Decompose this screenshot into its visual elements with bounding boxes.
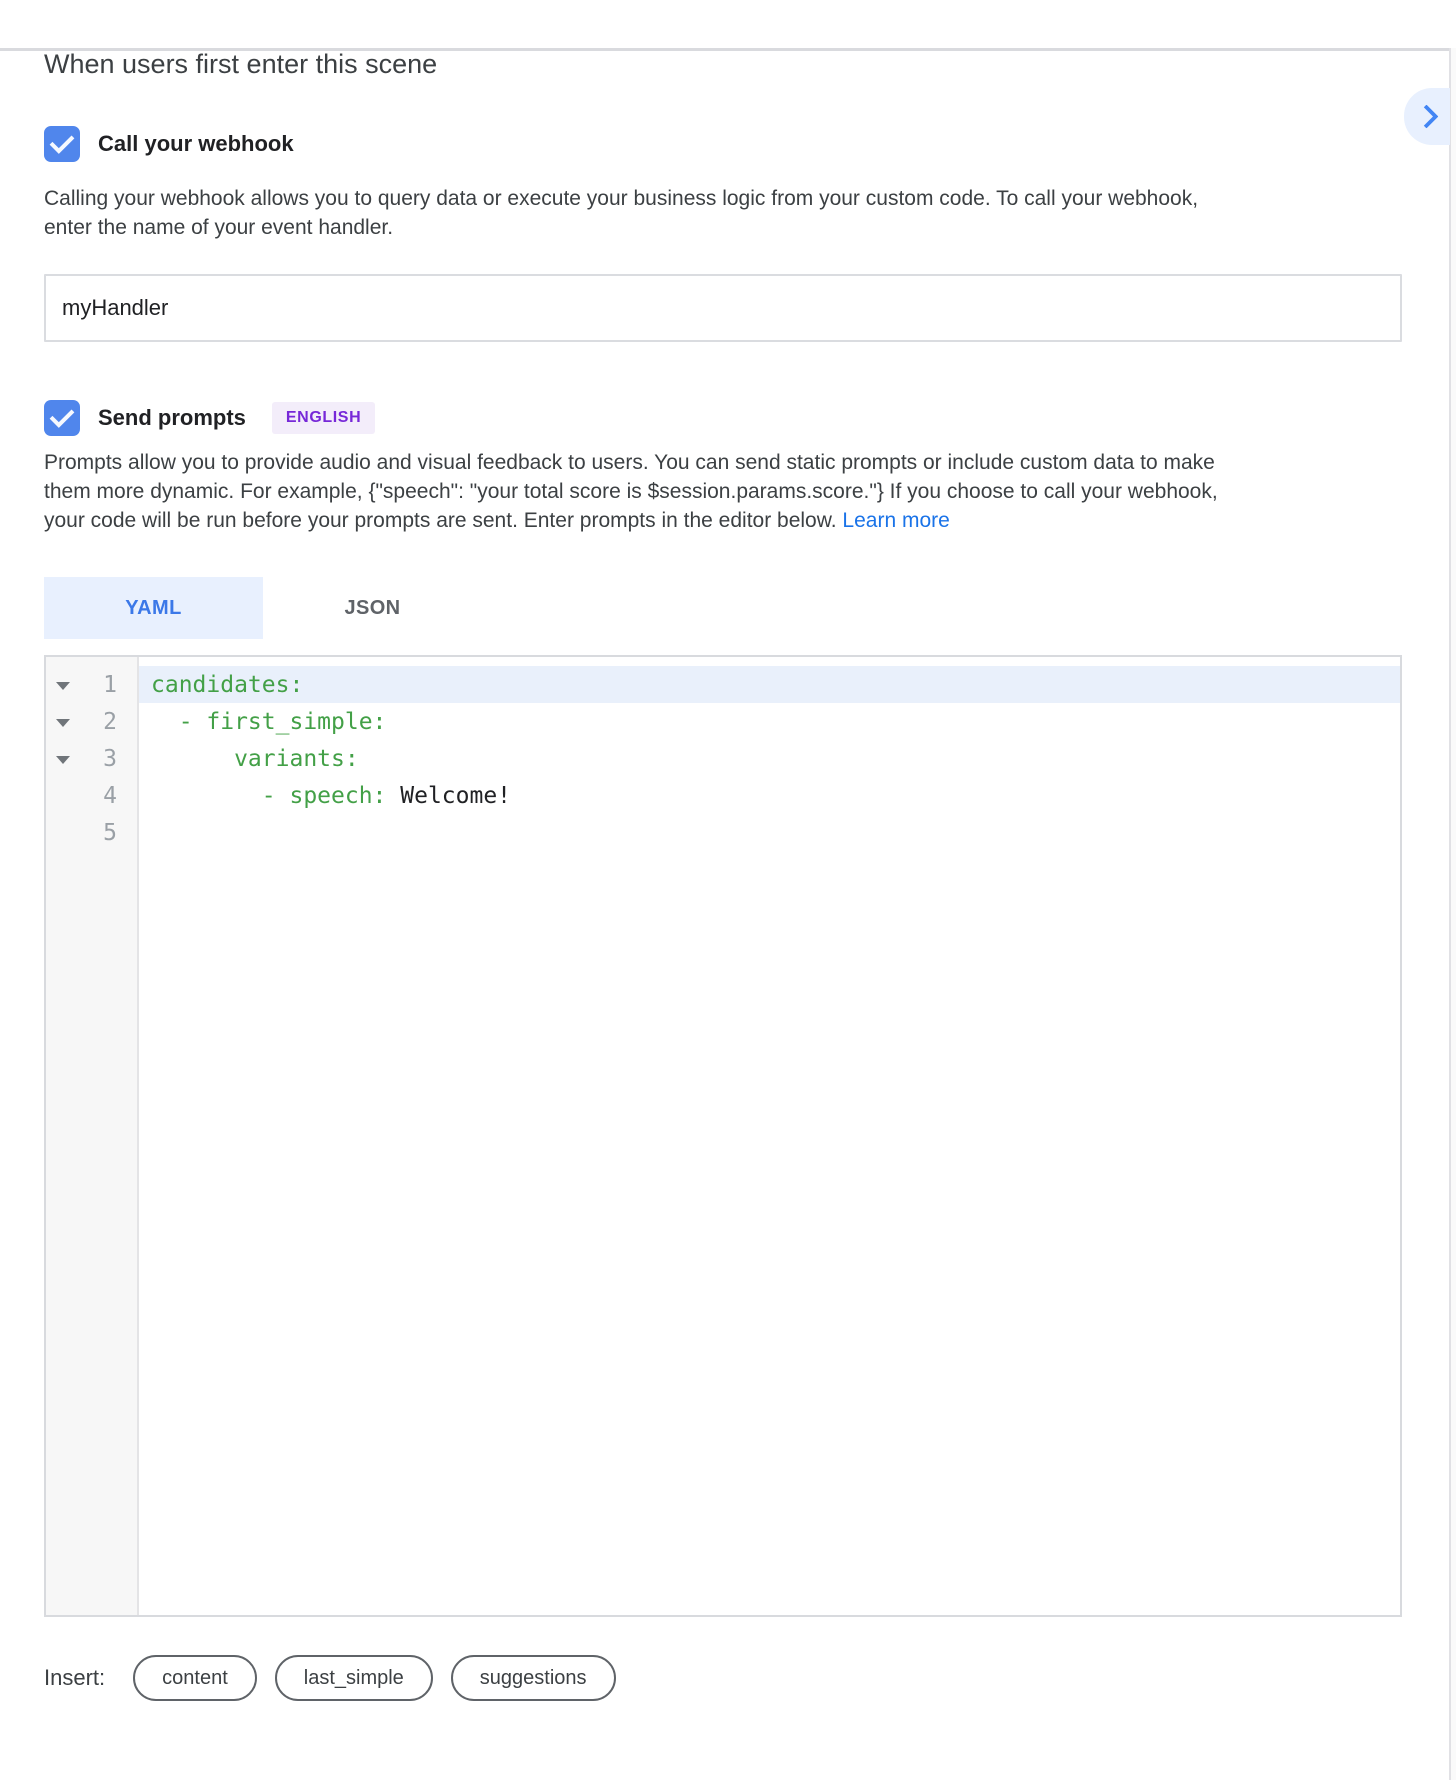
insert-suggestions-button[interactable]: suggestions xyxy=(451,1655,616,1701)
gutter-cell xyxy=(46,703,139,740)
line-number: 3 xyxy=(103,745,117,772)
insert-content-button[interactable]: content xyxy=(133,1655,257,1701)
code-line[interactable] xyxy=(139,777,1400,814)
editor-line-1 xyxy=(46,666,1400,703)
webhook-description xyxy=(44,184,1402,242)
page-title: When users first enter this scene xyxy=(44,49,438,79)
send-prompts-row xyxy=(44,400,1402,436)
editor-line-5 xyxy=(46,814,1400,851)
send-prompts-label: Send prompts xyxy=(98,405,246,430)
editor-format-tabs xyxy=(44,577,1402,639)
line-number: 4 xyxy=(103,782,117,809)
code-line[interactable] xyxy=(139,703,1400,740)
tab-yaml[interactable]: YAML xyxy=(44,577,263,639)
fold-toggle-icon[interactable] xyxy=(56,682,70,690)
editor-line-3 xyxy=(46,740,1400,777)
prompts-description xyxy=(44,448,1402,535)
gutter-cell xyxy=(46,814,139,851)
line-number: 1 xyxy=(103,671,117,698)
gutter-cell xyxy=(46,740,139,777)
fold-toggle-icon[interactable] xyxy=(56,756,70,764)
prompts-description-line xyxy=(44,506,1402,535)
editor-line-2 xyxy=(46,703,1400,740)
prompts-description-text: your code will be run before your prompts are sent. Enter prompts in the editor below. xyxy=(44,509,837,532)
code-line[interactable] xyxy=(139,666,1400,703)
fold-toggle-icon[interactable] xyxy=(56,719,70,727)
learn-more-link[interactable]: Learn more xyxy=(842,509,950,532)
webhook-description-line: Calling your webhook allows you to query data or execute your business logic from your custom code. To call your webhook, xyxy=(44,187,1199,210)
webhook-description-line: enter the name of your event handler. xyxy=(44,216,394,239)
tab-json[interactable]: JSON xyxy=(263,577,482,639)
editor-line-4 xyxy=(46,777,1400,814)
check-icon xyxy=(50,129,75,154)
editor-content[interactable] xyxy=(46,657,1400,851)
insert-last-simple-button[interactable]: last_simple xyxy=(275,1655,433,1701)
language-badge: ENGLISH xyxy=(272,402,375,434)
line-number: 2 xyxy=(103,708,117,735)
code-line[interactable] xyxy=(139,740,1400,777)
token-key: variants: xyxy=(151,745,359,772)
check-icon xyxy=(50,403,75,428)
call-webhook-label: Call your webhook xyxy=(98,131,294,156)
insert-bar xyxy=(44,1655,1402,1701)
token-key: - speech: xyxy=(151,782,387,809)
insert-label: Insert: xyxy=(44,1665,106,1690)
gutter-cell xyxy=(46,666,139,703)
send-prompts-checkbox[interactable] xyxy=(44,400,80,436)
insert-buttons xyxy=(133,1655,633,1701)
line-number: 5 xyxy=(103,819,117,846)
gutter-cell xyxy=(46,777,139,814)
scene-entry-panel xyxy=(0,48,1456,1701)
code-editor xyxy=(44,655,1402,1617)
prompts-description-line: Prompts allow you to provide audio and visual feedback to users. You can send static prompts or include custom data to make xyxy=(44,451,1215,474)
prompts-description-line: them more dynamic. For example, {"speech": "your total score is $session.params.score."} If you choose to call your webhook, xyxy=(44,480,1218,503)
token-text: Welcome! xyxy=(386,782,512,809)
call-webhook-row xyxy=(44,126,1402,162)
token-key: - first_simple: xyxy=(151,708,387,735)
event-handler-input[interactable] xyxy=(44,274,1402,342)
call-webhook-checkbox[interactable] xyxy=(44,126,80,162)
code-line[interactable] xyxy=(139,814,1400,851)
token-key: candidates: xyxy=(151,671,304,698)
